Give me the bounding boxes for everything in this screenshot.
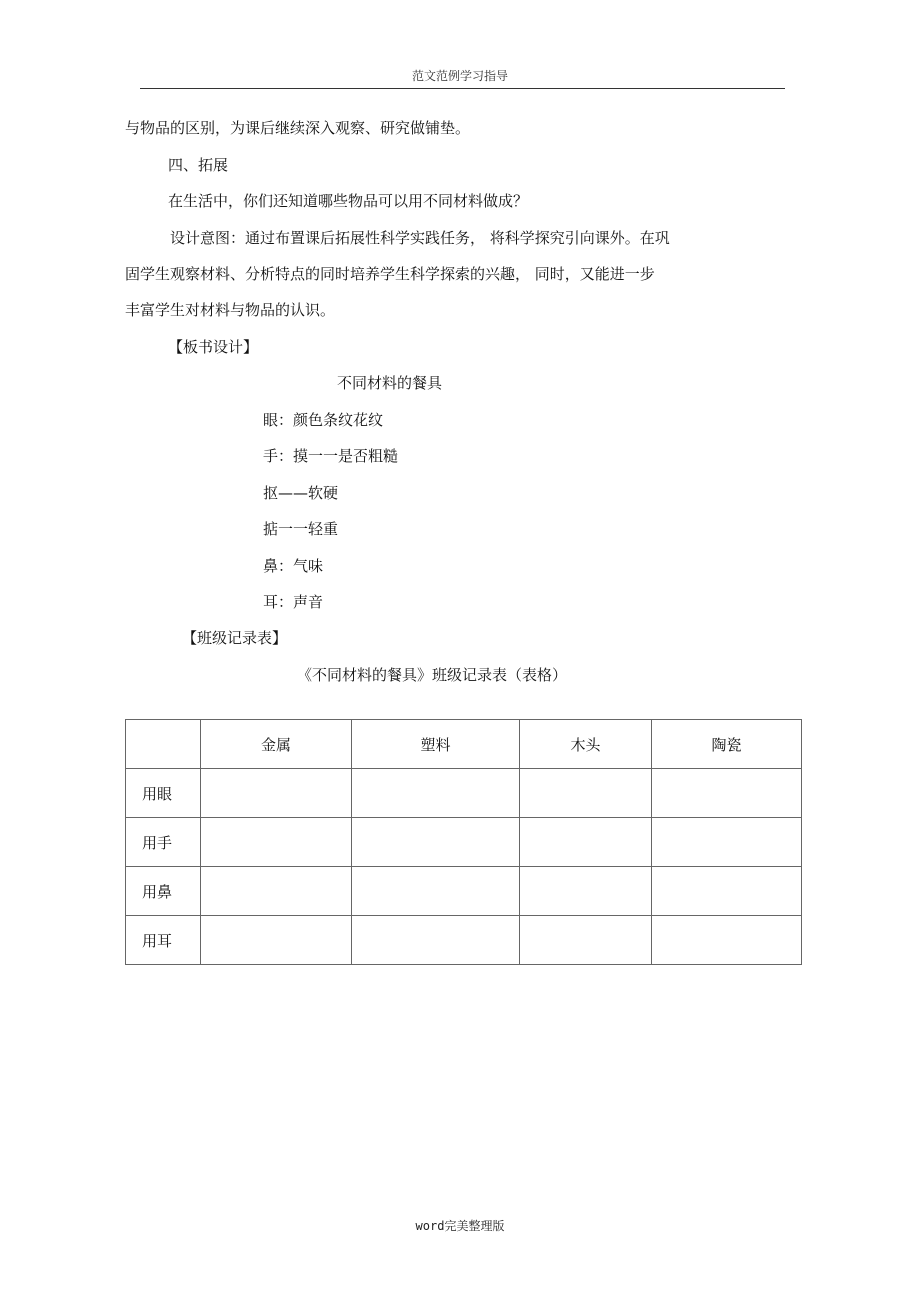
table-cell: [520, 818, 652, 867]
board-item-weigh: 掂一一轻重: [263, 520, 339, 538]
class-record-table: [125, 719, 802, 965]
page-header-title: 范文范例学习指导: [411, 69, 508, 83]
table-cell: [352, 867, 520, 916]
table-row: [126, 916, 802, 965]
header-rule: [140, 88, 785, 89]
board-title: 不同材料的餐具: [337, 374, 443, 392]
design-intent-line-3: 丰富学生对材料与物品的认识。: [125, 301, 336, 319]
table-header-row: [126, 720, 802, 769]
table-header-cell: 木头: [520, 720, 652, 769]
table-row-label: 用眼: [126, 769, 201, 818]
table-row-label: 用耳: [126, 916, 201, 965]
table-cell: [201, 769, 352, 818]
record-table-heading: 【班级记录表】: [182, 629, 288, 647]
board-item-eye: 眼：颜色条纹花纹: [263, 411, 384, 429]
table-cell: [520, 916, 652, 965]
table-cell: [652, 769, 802, 818]
table-cell: [652, 818, 802, 867]
paragraph-continuation: 与物品的区别，为课后继续深入观察、研究做铺垫。: [125, 119, 471, 137]
table-row: [126, 867, 802, 916]
table-cell: [352, 916, 520, 965]
table-cell: [352, 818, 520, 867]
table-header-cell: [126, 720, 201, 769]
table-header-cell: 塑料: [352, 720, 520, 769]
table-row-label: 用鼻: [126, 867, 201, 916]
table-cell: [352, 769, 520, 818]
table-header-cell: 陶瓷: [652, 720, 802, 769]
section-heading-extension: 四、拓展: [168, 156, 229, 174]
table-cell: [520, 769, 652, 818]
board-item-press: 抠——软硬: [263, 484, 339, 502]
board-design-heading: 【板书设计】: [168, 338, 259, 356]
table-row-label: 用手: [126, 818, 201, 867]
page-footer: word完美整理版: [415, 1219, 505, 1233]
design-intent-line-2: 固学生观察材料、分析特点的同时培养学生科学探索的兴趣， 同时，又能进一步: [125, 265, 655, 283]
table-cell: [652, 916, 802, 965]
table-cell: [520, 867, 652, 916]
table-row: [126, 818, 802, 867]
board-item-ear: 耳：声音: [263, 593, 324, 611]
table-cell: [201, 818, 352, 867]
board-item-hand: 手：摸一一是否粗糙: [263, 447, 399, 465]
record-table-caption: 《不同材料的餐具》班级记录表（表格）: [297, 666, 568, 684]
table-cell: [201, 916, 352, 965]
table-cell: [652, 867, 802, 916]
board-item-nose: 鼻：气味: [263, 557, 324, 575]
table-header-cell: 金属: [201, 720, 352, 769]
table-row: [126, 769, 802, 818]
extension-question: 在生活中，你们还知道哪些物品可以用不同材料做成？: [168, 192, 529, 210]
design-intent-line-1: 设计意图：通过布置课后拓展性科学实践任务， 将科学探究引向课外。在巩: [170, 229, 670, 247]
table-cell: [201, 867, 352, 916]
